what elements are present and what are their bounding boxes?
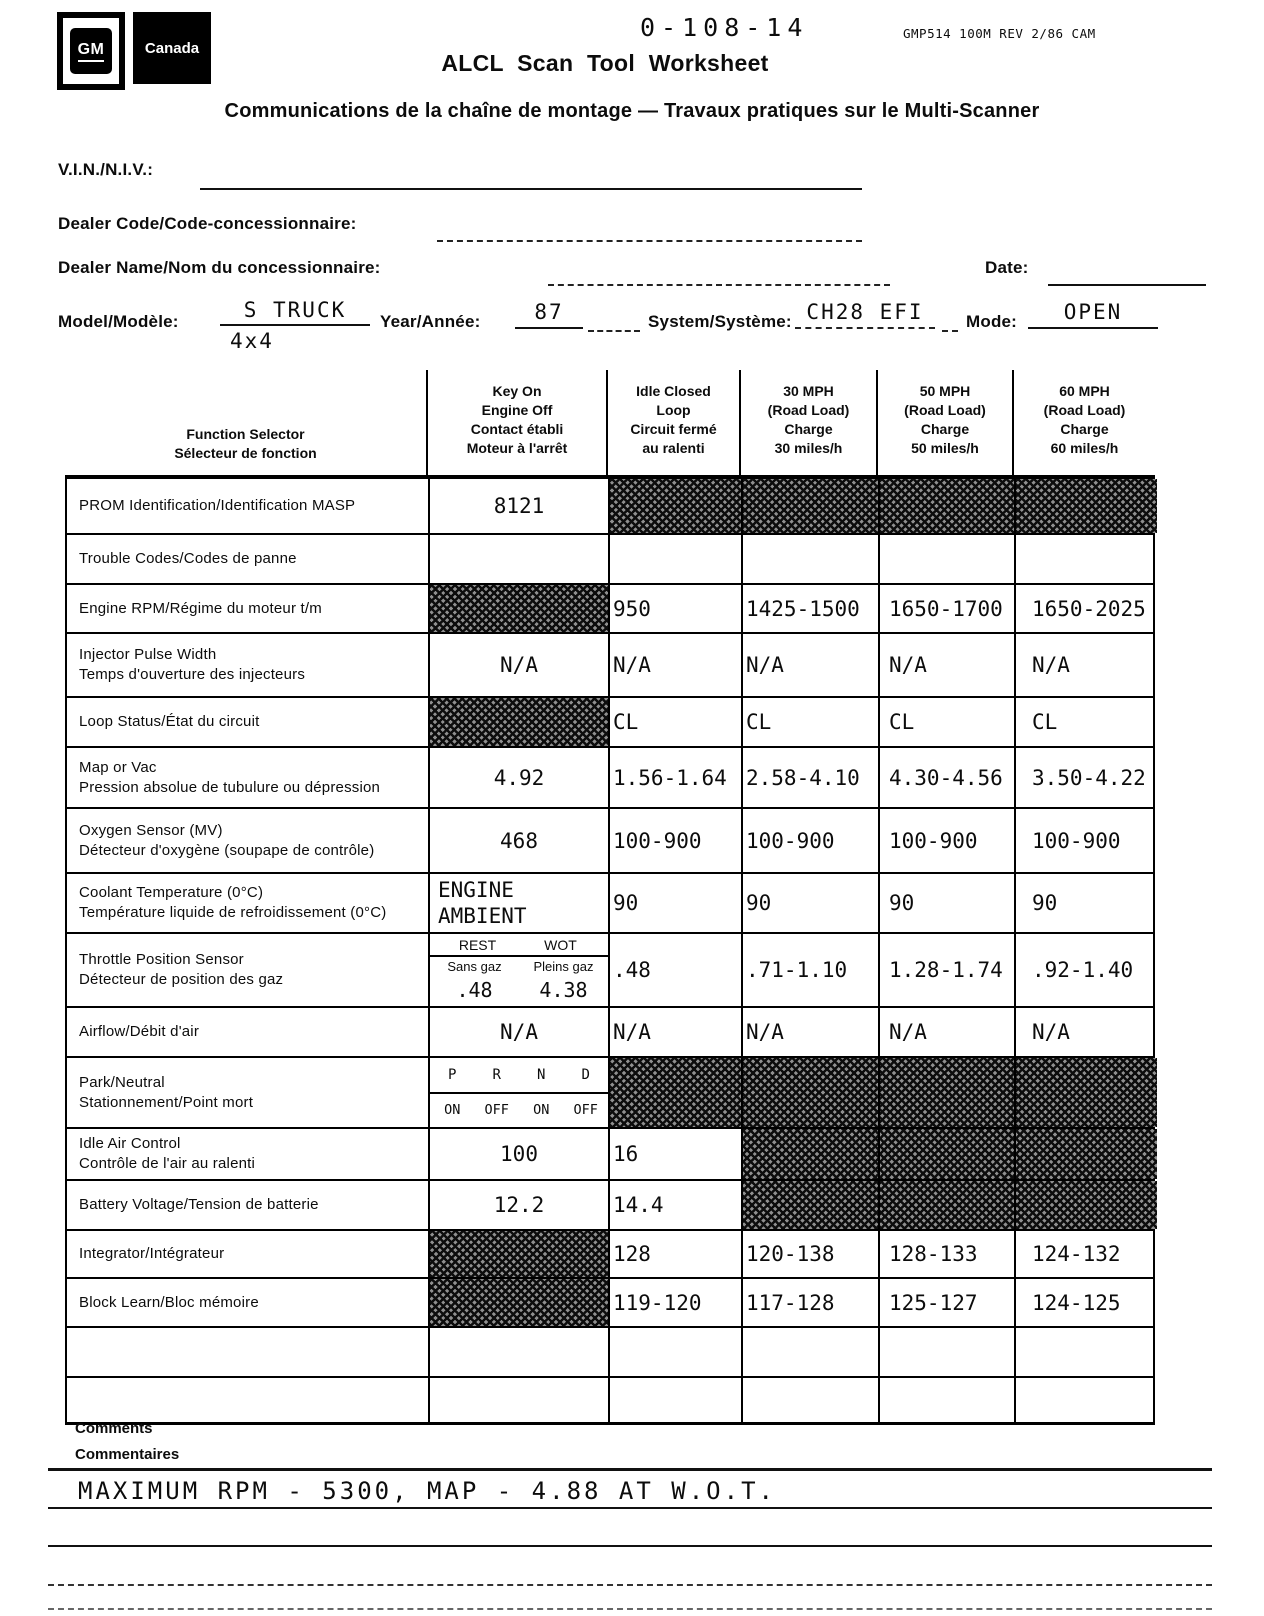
row-label-line: Oxygen Sensor (MV) bbox=[79, 821, 223, 839]
cell-empty-row-1-idle bbox=[610, 1328, 743, 1376]
cell-battery-voltage-mph60-hatched bbox=[1016, 1181, 1157, 1229]
cell-idle-air-control-key_on bbox=[430, 1129, 610, 1179]
cell-park-neutral-idle-hatched bbox=[610, 1058, 743, 1127]
column-header-line: Contact établi bbox=[470, 420, 564, 437]
cell-value: N/A bbox=[500, 653, 538, 677]
cell-coolant-temperature-mph60 bbox=[1016, 874, 1157, 932]
cell-value: 1.28-1.74 bbox=[889, 958, 1003, 982]
cell-value: 2.58-4.10 bbox=[746, 765, 860, 790]
column-header-mph30 bbox=[741, 370, 878, 475]
vin-field bbox=[200, 188, 862, 190]
column-header-mph50 bbox=[878, 370, 1014, 475]
column-header-line: au ralenti bbox=[642, 439, 705, 456]
column-header-line: (Road Load) bbox=[767, 401, 850, 418]
cell-value: .92-1.40 bbox=[1032, 958, 1134, 982]
row-label-loop-status bbox=[67, 698, 430, 746]
cell-empty-row-2-mph50 bbox=[880, 1378, 1016, 1422]
pnd-state-label: OFF bbox=[573, 1102, 598, 1119]
cell-value: 1.56-1.64 bbox=[613, 765, 727, 790]
cell-idle-air-control-mph30-hatched bbox=[743, 1129, 880, 1179]
table-row-oxygen-sensor bbox=[67, 807, 1153, 872]
column-header-line: Circuit fermé bbox=[630, 420, 717, 437]
cell-value: 119-120 bbox=[613, 1290, 702, 1315]
row-label-line: Loop Status/État du circuit bbox=[79, 713, 260, 730]
cell-value: 100-900 bbox=[613, 828, 702, 853]
cell-value: N/A bbox=[613, 653, 651, 677]
comments-text: MAXIMUM RPM - 5300, MAP - 4.88 AT W.O.T. bbox=[78, 1477, 776, 1505]
row-label-block-learn bbox=[67, 1279, 430, 1326]
cell-throttle-position-sensor-mph50 bbox=[880, 934, 1016, 1006]
cell-prom-identification-key_on bbox=[430, 479, 610, 533]
cell-value: 100-900 bbox=[1032, 828, 1121, 853]
cell-battery-voltage-key_on bbox=[430, 1181, 610, 1229]
cell-prom-identification-idle-hatched bbox=[610, 479, 743, 533]
cell-block-learn-mph30 bbox=[743, 1279, 880, 1326]
cell-empty-row-1-key_on bbox=[430, 1328, 610, 1376]
tps-sub-label: Pleins gaz bbox=[533, 959, 594, 974]
pnd-state-label: ON bbox=[444, 1102, 461, 1119]
model-value-line1: S TRUCK bbox=[220, 298, 370, 326]
table-row-empty-row-2 bbox=[67, 1376, 1153, 1422]
cell-value: 124-125 bbox=[1032, 1290, 1121, 1315]
table-row-empty-row-1 bbox=[67, 1326, 1153, 1376]
column-header-line: Charge bbox=[784, 420, 833, 437]
column-header-line: Loop bbox=[656, 401, 691, 418]
cell-value: 14.4 bbox=[613, 1193, 664, 1217]
cell-engine-rpm-mph50 bbox=[880, 585, 1016, 632]
cell-trouble-codes-mph60 bbox=[1016, 535, 1157, 583]
cell-coolant-temperature-mph30 bbox=[743, 874, 880, 932]
cell-oxygen-sensor-idle bbox=[610, 809, 743, 872]
cell-value: 12.2 bbox=[493, 1193, 545, 1217]
pnd-state-row bbox=[430, 1094, 608, 1128]
row-label-battery-voltage bbox=[67, 1181, 430, 1229]
column-header-line: Charge bbox=[920, 420, 970, 437]
cell-empty-row-1-mph30 bbox=[743, 1328, 880, 1376]
cell-idle-air-control-mph50-hatched bbox=[880, 1129, 1016, 1179]
row-label-line: Idle Air Control bbox=[79, 1135, 181, 1152]
cell-injector-pulse-width-mph30 bbox=[743, 634, 880, 696]
column-header-line: 60 miles/h bbox=[1050, 439, 1119, 456]
cell-value: 128 bbox=[613, 1242, 651, 1266]
cell-integrator-mph30 bbox=[743, 1231, 880, 1277]
cell-engine-rpm-mph30 bbox=[743, 585, 880, 632]
column-header-function bbox=[65, 370, 428, 475]
cell-integrator-idle bbox=[610, 1231, 743, 1277]
pnd-gear-label: R bbox=[492, 1066, 501, 1083]
model-value bbox=[220, 298, 370, 353]
cell-park-neutral-key_on bbox=[430, 1058, 610, 1127]
column-header-line: Key On bbox=[492, 382, 542, 399]
cell-throttle-position-sensor-idle bbox=[610, 934, 743, 1006]
tps-sub-label: Sans gaz bbox=[447, 959, 502, 974]
row-label-line: Contrôle de l'air au ralenti bbox=[79, 1155, 256, 1172]
row-label-idle-air-control bbox=[67, 1129, 430, 1179]
row-label-line: Détecteur d'oxygène (soupape de contrôle) bbox=[79, 841, 375, 859]
column-header-line: 50 MPH bbox=[919, 382, 971, 399]
cell-value: CL bbox=[746, 710, 772, 734]
cell-oxygen-sensor-mph60 bbox=[1016, 809, 1157, 872]
cell-oxygen-sensor-mph50 bbox=[880, 809, 1016, 872]
cell-value: N/A bbox=[500, 1020, 538, 1044]
row-label-trouble-codes bbox=[67, 535, 430, 583]
column-header-line: 50 miles/h bbox=[911, 439, 979, 456]
row-label-line: Park/Neutral bbox=[79, 1073, 165, 1091]
cell-park-neutral-mph60-hatched bbox=[1016, 1058, 1157, 1127]
pnd-gear-label: N bbox=[537, 1066, 546, 1083]
cell-value: 90 bbox=[613, 891, 639, 915]
cell-block-learn-key_on-hatched bbox=[430, 1279, 610, 1326]
column-header-line: 30 MPH bbox=[783, 382, 834, 399]
row-label-line: Injector Pulse Width bbox=[79, 646, 217, 663]
system-value: CH28 EFI bbox=[795, 300, 935, 329]
row-label-engine-rpm bbox=[67, 585, 430, 632]
year-field-tail bbox=[588, 330, 640, 332]
column-header-line: 30 miles/h bbox=[774, 439, 843, 456]
cell-value bbox=[430, 877, 527, 929]
comments-line-1 bbox=[48, 1507, 1212, 1509]
tps-value: .48 bbox=[456, 978, 493, 1002]
column-header-line: Engine Off bbox=[481, 401, 553, 418]
pnd-state-label: OFF bbox=[484, 1102, 509, 1119]
row-label-line: Température liquide de refroidissement (0°C) bbox=[79, 904, 387, 921]
column-header-line: Idle Closed bbox=[636, 382, 711, 399]
tps-sub-row bbox=[430, 957, 608, 974]
cell-injector-pulse-width-mph60 bbox=[1016, 634, 1157, 696]
column-header-line: (Road Load) bbox=[1043, 401, 1126, 418]
cell-coolant-temperature-mph50 bbox=[880, 874, 1016, 932]
table-row-prom-identification bbox=[67, 479, 1153, 533]
cell-coolant-temperature-key_on bbox=[430, 874, 610, 932]
row-label-oxygen-sensor bbox=[67, 809, 430, 872]
comments-line-3 bbox=[48, 1584, 1212, 1586]
tps-head-row bbox=[430, 934, 608, 957]
cell-value: 1650-1700 bbox=[889, 596, 1003, 621]
cell-engine-rpm-idle bbox=[610, 585, 743, 632]
table-row-loop-status bbox=[67, 696, 1153, 746]
cell-map-or-vac-mph30 bbox=[743, 748, 880, 807]
dealer-code-label: Dealer Code/Code-concessionnaire: bbox=[58, 214, 357, 233]
cell-engine-rpm-key_on-hatched bbox=[430, 585, 610, 632]
date-label: Date: bbox=[985, 258, 1029, 277]
cell-value: N/A bbox=[889, 653, 927, 677]
tps-values-row bbox=[430, 974, 608, 1006]
pnd-subtable bbox=[430, 1058, 608, 1127]
cell-value: 100-900 bbox=[889, 828, 978, 853]
cell-value: 468 bbox=[500, 828, 538, 853]
cell-idle-air-control-mph60-hatched bbox=[1016, 1129, 1157, 1179]
cell-loop-status-mph30 bbox=[743, 698, 880, 746]
cell-integrator-mph60 bbox=[1016, 1231, 1157, 1277]
system-label: System/Système: bbox=[648, 312, 792, 331]
row-label-airflow bbox=[67, 1008, 430, 1056]
cell-block-learn-idle bbox=[610, 1279, 743, 1326]
cell-map-or-vac-key_on bbox=[430, 748, 610, 807]
model-label: Model/Modèle: bbox=[58, 312, 179, 331]
row-label-prom-identification bbox=[67, 479, 430, 533]
page-title: ALCL Scan Tool Worksheet bbox=[441, 50, 769, 76]
comments-line-4 bbox=[48, 1608, 1212, 1610]
cell-value: .71-1.10 bbox=[746, 958, 848, 982]
cell-map-or-vac-mph50 bbox=[880, 748, 1016, 807]
cell-value: N/A bbox=[1032, 1020, 1070, 1044]
tps-head-label: REST bbox=[458, 937, 497, 953]
cell-empty-row-2-mph30 bbox=[743, 1378, 880, 1422]
cell-value-line: ENGINE bbox=[438, 878, 514, 902]
mode-label: Mode: bbox=[966, 312, 1018, 331]
cell-airflow-mph60 bbox=[1016, 1008, 1157, 1056]
cell-throttle-position-sensor-mph60 bbox=[1016, 934, 1157, 1006]
cell-block-learn-mph50 bbox=[880, 1279, 1016, 1326]
cell-prom-identification-mph50-hatched bbox=[880, 479, 1016, 533]
tps-head-label: WOT bbox=[544, 937, 577, 953]
table-row-block-learn bbox=[67, 1277, 1153, 1326]
cell-oxygen-sensor-key_on bbox=[430, 809, 610, 872]
row-label-line: PROM Identification/Identification MASP bbox=[79, 497, 356, 514]
comments-label-fr: Commentaires bbox=[75, 1446, 180, 1463]
cell-park-neutral-mph30-hatched bbox=[743, 1058, 880, 1127]
cell-loop-status-mph50 bbox=[880, 698, 1016, 746]
row-label-line: Coolant Temperature (0°C) bbox=[79, 884, 264, 901]
cell-integrator-key_on-hatched bbox=[430, 1231, 610, 1277]
cell-engine-rpm-mph60 bbox=[1016, 585, 1157, 632]
cell-integrator-mph50 bbox=[880, 1231, 1016, 1277]
dealer-name-field bbox=[548, 284, 890, 286]
table-row-trouble-codes bbox=[67, 533, 1153, 583]
cell-value-line: AMBIENT bbox=[438, 904, 527, 928]
cell-value: 125-127 bbox=[889, 1290, 978, 1315]
column-header-idle bbox=[608, 370, 741, 475]
cell-airflow-mph30 bbox=[743, 1008, 880, 1056]
table-row-integrator bbox=[67, 1229, 1153, 1277]
cell-airflow-mph50 bbox=[880, 1008, 1016, 1056]
cell-airflow-key_on bbox=[430, 1008, 610, 1056]
row-label-line: Battery Voltage/Tension de batterie bbox=[79, 1196, 319, 1213]
column-header-line: Sélecteur de fonction bbox=[174, 445, 317, 461]
row-label-line: Block Learn/Bloc mémoire bbox=[79, 1293, 259, 1311]
row-label-line: Integrator/Intégrateur bbox=[79, 1245, 225, 1262]
column-header-mph60 bbox=[1014, 370, 1155, 475]
comments-line-2 bbox=[48, 1545, 1212, 1547]
table-row-map-or-vac bbox=[67, 746, 1153, 807]
table-row-battery-voltage bbox=[67, 1179, 1153, 1229]
cell-value: CL bbox=[889, 710, 915, 734]
cell-empty-row-2-mph60 bbox=[1016, 1378, 1157, 1422]
cell-coolant-temperature-idle bbox=[610, 874, 743, 932]
row-label-line: Throttle Position Sensor bbox=[79, 951, 244, 968]
cell-throttle-position-sensor-key_on bbox=[430, 934, 610, 1006]
cell-value: N/A bbox=[746, 653, 784, 677]
cell-injector-pulse-width-mph50 bbox=[880, 634, 1016, 696]
page-subtitle: Communications de la chaîne de montage — Travaux pratiques sur le Multi-Scanner bbox=[224, 100, 1040, 122]
cell-value: 4.92 bbox=[493, 765, 545, 790]
row-label-line: Airflow/Débit d'air bbox=[79, 1023, 200, 1040]
column-header-line: Charge bbox=[1060, 420, 1109, 437]
cell-battery-voltage-mph50-hatched bbox=[880, 1181, 1016, 1229]
cell-value: 1425-1500 bbox=[746, 596, 860, 621]
pnd-gear-label: P bbox=[448, 1066, 457, 1083]
column-header-line: 60 MPH bbox=[1059, 382, 1110, 399]
cell-loop-status-mph60 bbox=[1016, 698, 1157, 746]
row-label-line: Trouble Codes/Codes de panne bbox=[79, 550, 297, 567]
table-row-engine-rpm bbox=[67, 583, 1153, 632]
row-label-line: Détecteur de position des gaz bbox=[79, 971, 284, 988]
table-row-airflow bbox=[67, 1006, 1153, 1056]
row-label-line: Map or Vac bbox=[79, 758, 157, 776]
cell-map-or-vac-mph60 bbox=[1016, 748, 1157, 807]
cell-empty-row-2-key_on bbox=[430, 1378, 610, 1422]
table-header-row bbox=[65, 370, 1155, 475]
cell-prom-identification-mph60-hatched bbox=[1016, 479, 1157, 533]
row-label-coolant-temperature bbox=[67, 874, 430, 932]
row-label-park-neutral bbox=[67, 1058, 430, 1127]
cell-map-or-vac-idle bbox=[610, 748, 743, 807]
year-value: 87 bbox=[515, 300, 583, 329]
form-code: GMP514 100M REV 2/86 CAM bbox=[903, 26, 1096, 41]
table-row-injector-pulse-width bbox=[67, 632, 1153, 696]
comments-rule-top bbox=[48, 1468, 1212, 1471]
date-field bbox=[1048, 284, 1206, 286]
cell-value: 90 bbox=[889, 891, 915, 915]
cell-park-neutral-mph50-hatched bbox=[880, 1058, 1016, 1127]
cell-trouble-codes-mph30 bbox=[743, 535, 880, 583]
cell-value: CL bbox=[613, 710, 639, 734]
row-label-line: Engine RPM/Régime du moteur t/m bbox=[79, 599, 322, 617]
cell-oxygen-sensor-mph30 bbox=[743, 809, 880, 872]
column-header-line: Function Selector bbox=[186, 426, 305, 442]
column-header-line: Moteur à l'arrêt bbox=[466, 439, 568, 456]
row-label-empty-row-1 bbox=[67, 1328, 430, 1376]
gm-logo bbox=[57, 12, 125, 90]
pnd-gear-row bbox=[430, 1058, 608, 1094]
cell-trouble-codes-idle bbox=[610, 535, 743, 583]
cell-value: .48 bbox=[613, 958, 651, 982]
cell-value: N/A bbox=[889, 1020, 927, 1044]
row-label-line: Stationnement/Point mort bbox=[79, 1093, 254, 1111]
cell-trouble-codes-key_on bbox=[430, 535, 610, 583]
doc-number: 0-108-14 bbox=[640, 13, 809, 42]
cell-value: 124-132 bbox=[1032, 1242, 1121, 1266]
cell-value: 90 bbox=[746, 891, 772, 915]
tps-value: 4.38 bbox=[539, 978, 588, 1002]
cell-value: 8121 bbox=[493, 494, 545, 518]
column-header-key_on bbox=[428, 370, 608, 475]
table-body bbox=[65, 475, 1155, 1425]
cell-battery-voltage-idle bbox=[610, 1181, 743, 1229]
row-label-empty-row-2 bbox=[67, 1378, 430, 1422]
cell-value: 1650-2025 bbox=[1032, 596, 1146, 621]
cell-injector-pulse-width-idle bbox=[610, 634, 743, 696]
cell-value: 117-128 bbox=[746, 1290, 835, 1315]
cell-throttle-position-sensor-mph30 bbox=[743, 934, 880, 1006]
mode-value: OPEN bbox=[1028, 300, 1158, 329]
comments-label-en: Comments bbox=[75, 1420, 153, 1437]
dealer-code-field bbox=[437, 240, 862, 242]
tps-subtable bbox=[430, 934, 608, 1006]
cell-loop-status-idle bbox=[610, 698, 743, 746]
dealer-name-label: Dealer Name/Nom du concessionnaire: bbox=[58, 258, 381, 277]
row-label-injector-pulse-width bbox=[67, 634, 430, 696]
gm-logo-mark: GM bbox=[70, 28, 112, 74]
cell-value: N/A bbox=[1032, 653, 1070, 677]
canada-logo: Canada bbox=[133, 12, 211, 84]
cell-value: N/A bbox=[746, 1020, 784, 1044]
vin-label: V.I.N./N.I.V.: bbox=[58, 160, 154, 179]
table-row-idle-air-control bbox=[67, 1127, 1153, 1179]
row-label-line: Pression absolue de tubulure ou dépression bbox=[79, 778, 381, 796]
cell-battery-voltage-mph30-hatched bbox=[743, 1181, 880, 1229]
cell-value: CL bbox=[1032, 710, 1058, 734]
cell-value: 4.30-4.56 bbox=[889, 765, 1003, 790]
cell-empty-row-1-mph60 bbox=[1016, 1328, 1157, 1376]
model-value-line2: 4x4 bbox=[230, 329, 274, 353]
row-label-map-or-vac bbox=[67, 748, 430, 807]
table-row-park-neutral bbox=[67, 1056, 1153, 1127]
pnd-state-label: ON bbox=[533, 1102, 550, 1119]
cell-empty-row-1-mph50 bbox=[880, 1328, 1016, 1376]
table-row-throttle-position-sensor bbox=[67, 932, 1153, 1006]
system-field-tail bbox=[942, 330, 958, 332]
cell-prom-identification-mph30-hatched bbox=[743, 479, 880, 533]
cell-value: 100 bbox=[500, 1142, 538, 1166]
cell-injector-pulse-width-key_on bbox=[430, 634, 610, 696]
row-label-throttle-position-sensor bbox=[67, 934, 430, 1006]
cell-value: 950 bbox=[613, 596, 651, 621]
cell-value: 16 bbox=[613, 1142, 639, 1166]
scan-tool-table bbox=[65, 370, 1155, 1425]
cell-airflow-idle bbox=[610, 1008, 743, 1056]
cell-value: 120-138 bbox=[746, 1242, 835, 1266]
column-header-line: (Road Load) bbox=[904, 401, 986, 418]
cell-value: 128-133 bbox=[889, 1242, 978, 1266]
cell-value: N/A bbox=[613, 1020, 651, 1044]
cell-loop-status-key_on-hatched bbox=[430, 698, 610, 746]
cell-empty-row-2-idle bbox=[610, 1378, 743, 1422]
cell-trouble-codes-mph50 bbox=[880, 535, 1016, 583]
cell-value: 90 bbox=[1032, 891, 1058, 915]
cell-value: 3.50-4.22 bbox=[1032, 765, 1146, 790]
year-label: Year/Année: bbox=[380, 312, 481, 331]
row-label-integrator bbox=[67, 1231, 430, 1277]
cell-block-learn-mph60 bbox=[1016, 1279, 1157, 1326]
cell-idle-air-control-idle bbox=[610, 1129, 743, 1179]
row-label-line: Temps d'ouverture des injecteurs bbox=[79, 666, 306, 683]
cell-value: 100-900 bbox=[746, 828, 835, 853]
table-row-coolant-temperature bbox=[67, 872, 1153, 932]
pnd-gear-label: D bbox=[581, 1066, 590, 1083]
